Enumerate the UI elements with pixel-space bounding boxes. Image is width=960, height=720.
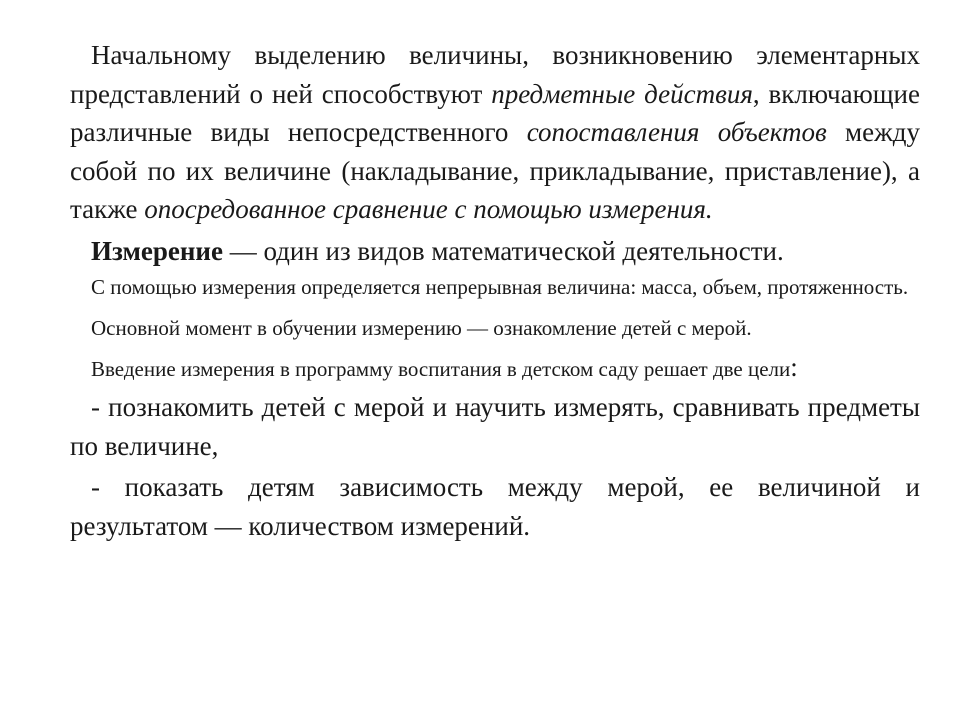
paragraph-intro [70,36,920,229]
paragraph-two-goals [70,352,920,385]
paragraph-measurement-definition [70,232,920,271]
emphasis-object-actions: предметные действия [491,78,753,109]
term-measurement: Измерение [91,235,223,266]
paragraph-intro-text-2: , включающие различные виды непосредственного [70,78,920,147]
paragraph-measurement-definition-text: — один из видов математической деятельности. [222,235,784,266]
paragraph-two-goals-text: Введение измерения в программу воспитания в детском саду решает две цели [91,357,791,381]
goal-item-1: - познакомить детей с мерой и научить измерять, сравнивать предметы по величине, [70,392,920,461]
emphasis-mediated-comparison: опосредованное сравнение с помощью измерения. [144,194,713,224]
goal-item-2: - показать детям зависимость между мерой, ее величиной и результатом — количеством измерений. [70,472,920,541]
paragraph-intro-text-1: Начальному выделению величины, возникновению элементарных представлений о ней способствуют [70,40,920,109]
paragraph-intro-text-3: между собой по их величине (накладывание, прикладывание, приставление), а также [70,117,920,224]
paragraph-two-goals-colon: : [790,352,798,382]
slide-text-body [70,36,920,545]
emphasis-object-comparison: сопоставления объектов [526,117,827,147]
paragraph-main-point: Основной момент в обучении измерению — ознакомление детей с мерой. [91,316,752,340]
paragraph-continuous-quantity: С помощью измерения определяется непрерывная величина: масса, объем, протяженность. [91,275,909,299]
